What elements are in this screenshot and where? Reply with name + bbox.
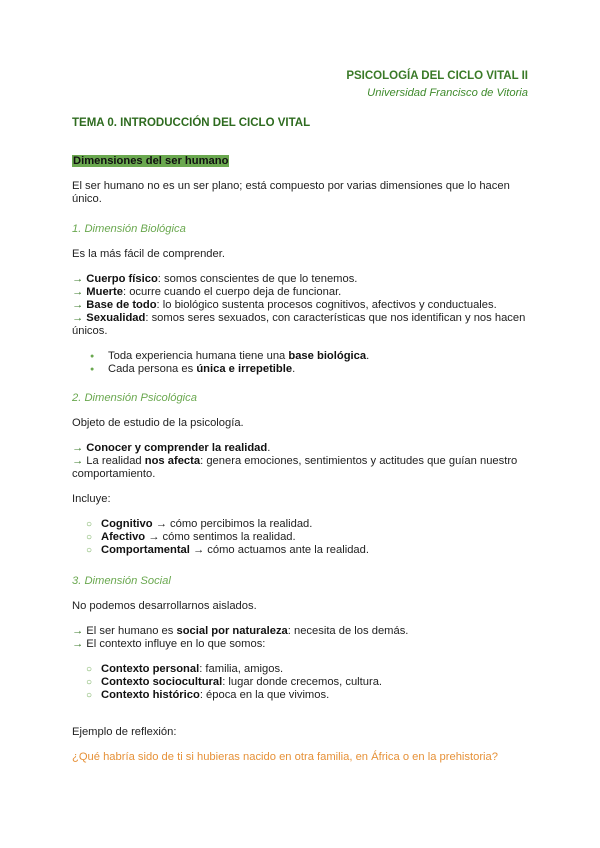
- psi-line-2-bold: nos afecta: [144, 455, 201, 467]
- psi-item-3: [72, 544, 528, 557]
- psi-item-1: [72, 518, 528, 531]
- psi-line-1-post: .: [267, 442, 271, 454]
- arrow-icon: →: [72, 455, 84, 467]
- bio-bullet-2-post: .: [292, 363, 296, 375]
- psi-line-2: [72, 455, 528, 481]
- intro-paragraph: El ser humano no es un ser plano; está compuesto por varias dimensiones que lo hacen único.: [72, 180, 510, 205]
- arrow-icon: →: [72, 638, 84, 650]
- soc-line-1: [72, 625, 528, 638]
- psi-item-1-bold: Cognitivo: [101, 518, 153, 530]
- soc-item-2: [72, 676, 528, 689]
- bio-title: 1. Dimensión Biológica: [72, 223, 186, 235]
- soc-item-1: [72, 663, 528, 676]
- soc-list: [72, 663, 528, 702]
- psi-line-1-bold: Conocer y comprender la realidad: [86, 442, 268, 454]
- bio-item-3: [72, 299, 528, 312]
- bio-item-1-bold: Cuerpo físico: [86, 273, 158, 285]
- bio-item-1-text: : somos conscientes de que lo tenemos.: [157, 273, 358, 285]
- psi-title: 2. Dimensión Psicológica: [72, 392, 197, 404]
- bio-bullet-2-bold: única e irrepetible: [196, 363, 293, 375]
- soc-line-2: [72, 638, 528, 651]
- bio-item-2: [72, 286, 528, 299]
- bio-bullet-1: [72, 350, 528, 363]
- bio-bullet-2-pre: Cada persona es: [108, 363, 197, 375]
- soc-line-2-text: El contexto influye en lo que somos:: [86, 638, 266, 650]
- bio-item-2-text: : ocurre cuando el cuerpo deja de funcionar.: [122, 286, 342, 298]
- bio-list: [72, 273, 528, 338]
- psi-item-1-text: → cómo percibimos la realidad.: [152, 518, 313, 530]
- soc-item-3-bold: Contexto histórico: [101, 689, 200, 701]
- soc-item-3-text: : época en la que vivimos.: [199, 689, 330, 701]
- soc-line-1-pre: El ser humano es: [86, 625, 177, 637]
- topic-title: TEMA 0. INTRODUCCIÓN DEL CICLO VITAL: [72, 117, 311, 129]
- arrow-icon: →: [72, 273, 84, 285]
- arrow-icon: →: [72, 286, 84, 298]
- soc-item-3: [72, 689, 528, 702]
- bio-bullet-1-bold: base biológica: [288, 350, 367, 362]
- header-title: PSICOLOGÍA DEL CICLO VITAL II: [346, 70, 528, 82]
- bio-item-3-text: : lo biológico sustenta procesos cognitivos, afectivos y conductuales.: [156, 299, 497, 311]
- arrow-icon: →: [72, 312, 84, 324]
- bio-item-4-text: : somos seres sexuados, con características que nos identifican y nos hacen únicos.: [72, 312, 526, 337]
- soc-item-1-bold: Contexto personal: [101, 663, 200, 675]
- reflection-question: ¿Qué habría sido de ti si hubieras nacido en otra familia, en África o en la prehistoria?: [72, 751, 498, 763]
- psi-lines: [72, 442, 528, 481]
- psi-item-3-bold: Comportamental: [101, 544, 190, 556]
- psi-line-2-post: : genera emociones, sentimientos y actitudes que guían nuestro comportamiento.: [72, 455, 518, 480]
- soc-lead: No podemos desarrollarnos aislados.: [72, 600, 257, 612]
- psi-item-3-text: → cómo actuamos ante la realidad.: [189, 544, 369, 556]
- psi-includes: Incluye:: [72, 493, 111, 505]
- bio-bullets: [72, 350, 528, 376]
- arrow-icon: →: [72, 299, 84, 311]
- psi-item-2-bold: Afectivo: [101, 531, 146, 543]
- psi-item-2: [72, 531, 528, 544]
- section-heading: Dimensiones del ser humano: [73, 155, 229, 167]
- psi-line-1: [72, 442, 528, 455]
- bio-item-1: [72, 273, 528, 286]
- bio-bullet-2: [72, 363, 528, 376]
- soc-lines: [72, 625, 528, 651]
- bio-bullet-1-post: .: [366, 350, 370, 362]
- arrow-icon: →: [72, 442, 84, 454]
- reflection-label: Ejemplo de reflexión:: [72, 726, 177, 738]
- soc-item-2-bold: Contexto sociocultural: [101, 676, 223, 688]
- header-subtitle: Universidad Francisco de Vitoria: [367, 87, 528, 99]
- soc-line-1-post: : necesita de los demás.: [287, 625, 409, 637]
- soc-title: 3. Dimensión Social: [72, 575, 171, 587]
- soc-line-1-bold: social por naturaleza: [176, 625, 288, 637]
- bio-bullet-1-pre: Toda experiencia humana tiene una: [108, 350, 289, 362]
- psi-list: [72, 518, 528, 557]
- psi-item-2-text: → cómo sentimos la realidad.: [145, 531, 296, 543]
- bio-item-2-bold: Muerte: [86, 286, 123, 298]
- soc-item-2-text: : lugar donde crecemos, cultura.: [222, 676, 383, 688]
- bio-item-4-bold: Sexualidad: [86, 312, 146, 324]
- bio-item-4: [72, 312, 528, 338]
- psi-lead: Objeto de estudio de la psicología.: [72, 417, 244, 429]
- psi-line-2-pre: La realidad: [86, 455, 145, 467]
- bio-lead: Es la más fácil de comprender.: [72, 248, 225, 260]
- soc-item-1-text: : familia, amigos.: [199, 663, 284, 675]
- arrow-icon: →: [72, 625, 84, 637]
- bio-item-3-bold: Base de todo: [86, 299, 157, 311]
